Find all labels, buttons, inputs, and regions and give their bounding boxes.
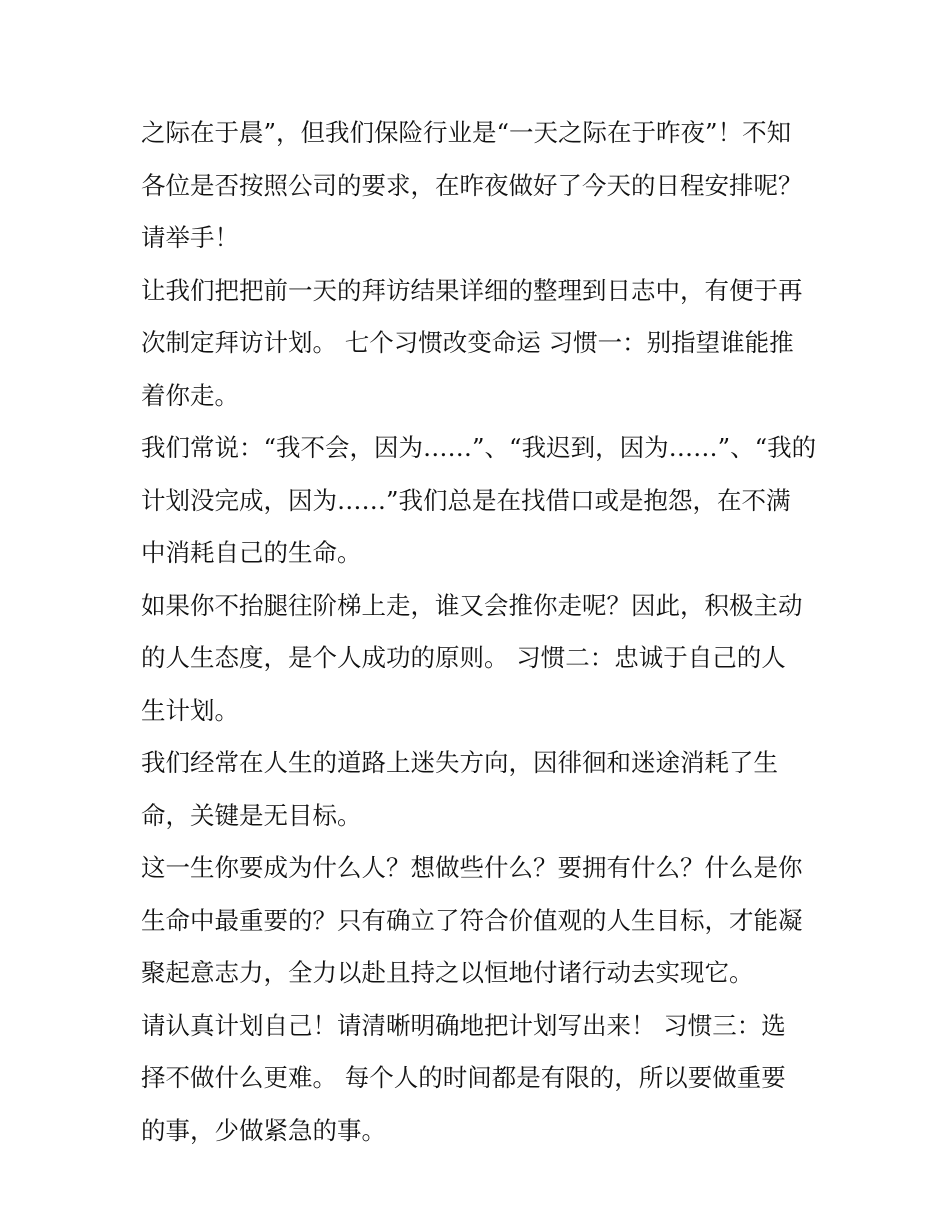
text-line: 我们经常在人生的道路上迷失方向，因徘徊和迷途消耗了生 bbox=[141, 748, 778, 777]
text-line: 着你走。 bbox=[141, 380, 239, 410]
text-line: 聚起意志力，全力以赴且持之以恒地付诸行动去实现它。 bbox=[141, 958, 754, 987]
text-line: 请认真计划自己！请清晰明确地把计划写出来！ 习惯三：选 bbox=[141, 1010, 786, 1040]
text-line: 的人生态度，是个人成功的原则。 习惯二：忠诚于自己的人 bbox=[141, 643, 786, 672]
text-line: 如果你不抬腿往阶梯上走，谁又会推你走呢？因此，积极主动 bbox=[141, 590, 803, 620]
text-line: 我们常说：“我不会，因为……”、“我迟到，因为……”、“我的 bbox=[141, 433, 817, 462]
text-line: 的事，少做紧急的事。 bbox=[141, 1115, 386, 1145]
text-line: 这一生你要成为什么人？想做些什么？要拥有什么？什么是你 bbox=[141, 853, 803, 882]
text-line: 中消耗自己的生命。 bbox=[141, 538, 362, 567]
text-line: 命，关键是无目标。 bbox=[141, 800, 362, 830]
text-line: 生命中最重要的？只有确立了符合价值观的人生目标，才能凝 bbox=[141, 905, 803, 935]
text-line: 让我们把把前一天的拜访结果详细的整理到日志中，有便于再 bbox=[141, 275, 803, 305]
text-line: 计划没完成，因为……”我们总是在找借口或是抱怨，在不满 bbox=[141, 485, 791, 515]
text-line: 择不做什么更难。 每个人的时间都是有限的，所以要做重要 bbox=[141, 1063, 786, 1092]
text-line: 请举手！ bbox=[141, 223, 239, 252]
text-line: 生计划。 bbox=[141, 695, 239, 725]
document-body-text bbox=[141, 107, 821, 1157]
text-line: 次制定拜访计划。 七个习惯改变命运 习惯一：别指望谁能推 bbox=[141, 328, 794, 357]
text-line: 各位是否按照公司的要求，在昨夜做好了今天的日程安排呢？ bbox=[141, 170, 803, 200]
text-line: 之际在于晨”，但我们保险行业是“一天之际在于昨夜”！不知 bbox=[141, 118, 792, 147]
